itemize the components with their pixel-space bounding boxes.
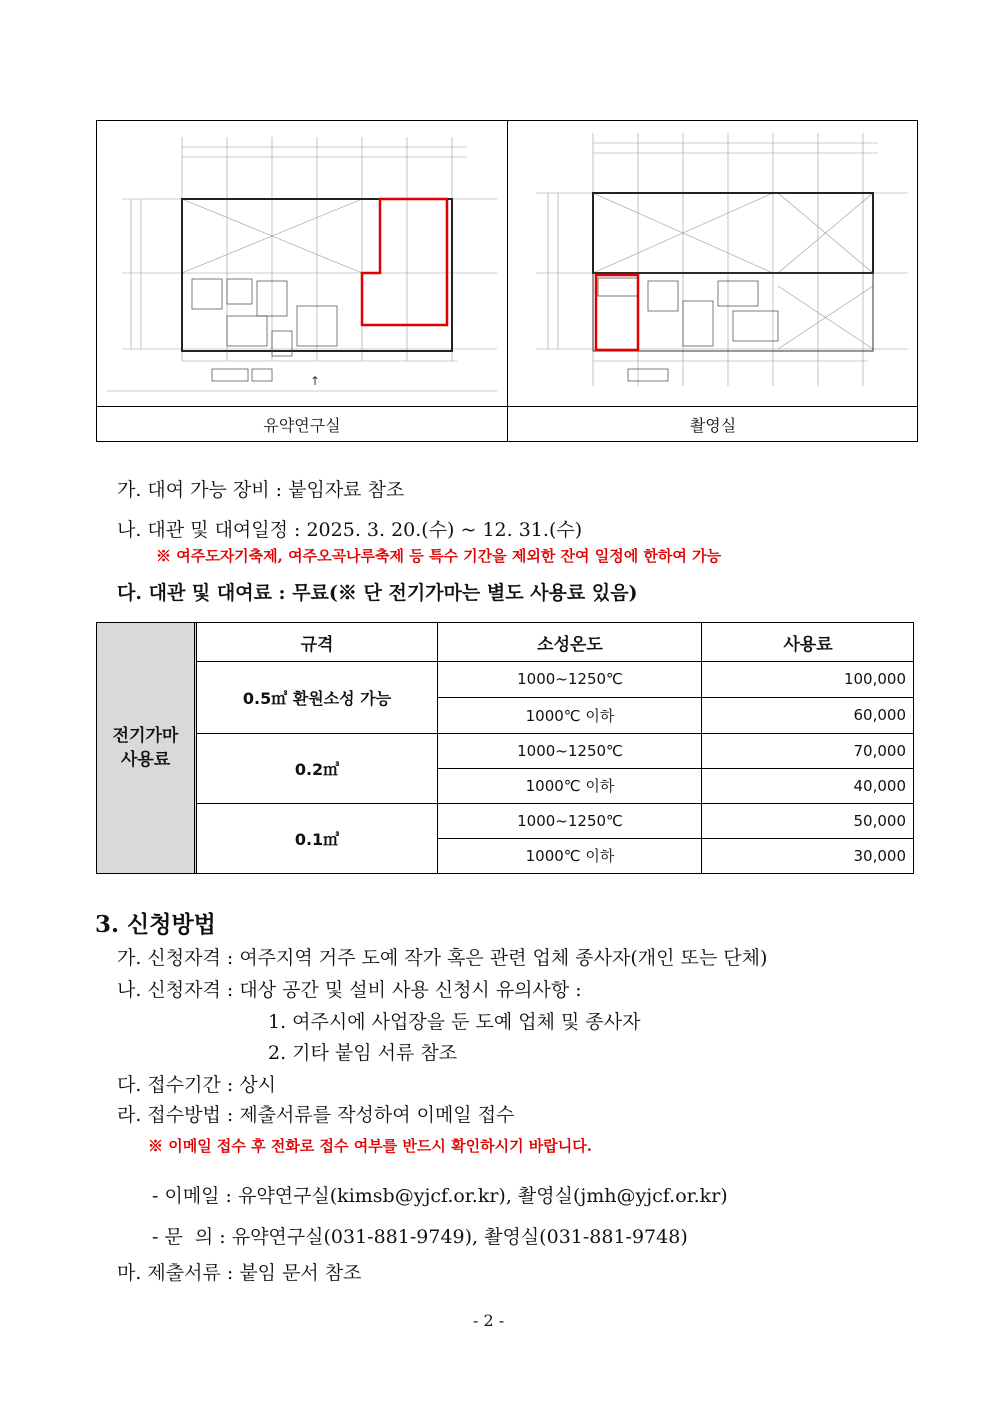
floor-plan-drawing-right [508, 121, 918, 406]
grid-line [701, 623, 702, 873]
fee-cell: 40,000 [853, 776, 906, 795]
grid-line [197, 803, 914, 804]
spec-cell: 0.1㎥ [294, 829, 340, 849]
fee-cell: 50,000 [853, 811, 906, 830]
grid-line [437, 623, 438, 873]
header-temperature: 소성온도 [537, 634, 603, 655]
grid-line [438, 697, 914, 698]
temperature-cell: 1000℃ 이하 [525, 777, 615, 795]
section-3-title: 3. 신청방법 [95, 911, 216, 938]
page-number: - 2 - [473, 1311, 505, 1330]
fee-cell: 70,000 [853, 741, 906, 760]
notes-item-1: 1. 여주시에 사업장을 둔 도예 업체 및 종사자 [268, 1011, 641, 1033]
floor-plan-photo-studio [508, 121, 918, 406]
temperature-cell: 1000℃ 이하 [525, 706, 615, 725]
email-line: - 이메일 : 유약연구실(kimsb@yjcf.or.kr), 촬영실(jmh@yjcf.or.kr) [152, 1185, 728, 1207]
fee-cell: 100,000 [843, 670, 906, 688]
reception-method-line: 라. 접수방법 : 제출서류를 작성하여 이메일 접수 [117, 1104, 515, 1126]
side-label-line-1: 전기가마 [112, 726, 179, 746]
grid-line [438, 838, 914, 839]
grid-line [438, 768, 914, 769]
contact-line: - 문 의 : 유약연구실(031-881-9749), 촬영실(031-881-9748) [152, 1226, 688, 1248]
floor-plan-table [96, 120, 918, 442]
floor-plan-glaze-lab [97, 121, 507, 406]
spec-cell: 0.5㎥ 환원소성 가능 [242, 688, 392, 708]
kiln-fee-side-label [97, 623, 197, 873]
reception-period-line: 다. 접수기간 : 상시 [117, 1074, 277, 1096]
temperature-cell: 1000~1250℃ [517, 670, 623, 688]
temperature-cell: 1000~1250℃ [517, 811, 623, 830]
header-spec: 규격 [300, 634, 334, 655]
caption-glaze-lab: 유약연구실 [97, 406, 507, 442]
kiln-fee-table [96, 622, 914, 874]
documents-line: 마. 제출서류 : 붙임 문서 참조 [117, 1262, 362, 1284]
fee-cell: 30,000 [853, 846, 906, 865]
eligibility-line: 가. 신청자격 : 여주지역 거주 도예 작가 혹은 관련 업체 종사자(개인 또는 단체) [117, 947, 768, 969]
grid-line [197, 733, 914, 734]
caption-photo-studio: 촬영실 [508, 406, 918, 442]
side-label-line-2: 사용료 [120, 750, 171, 770]
temperature-cell: 1000~1250℃ [517, 741, 623, 760]
notes-item-2: 2. 기타 붙임 서류 참조 [268, 1042, 458, 1064]
notes-line: 나. 신청자격 : 대상 공간 및 설비 사용 신청시 유의사항 : [117, 979, 582, 1001]
rental-fee-line: 다. 대관 및 대여료 : 무료(※ 단 전기가마는 별도 사용료 있음) [117, 582, 638, 604]
rental-schedule-line: 나. 대관 및 대여일정 : 2025. 3. 20.(수) ~ 12. 31.(수) [117, 519, 583, 541]
schedule-note: ※ 여주도자기축제, 여주오곡나루축제 등 특수 기간을 제외한 잔여 일정에 한하여 가능 [156, 547, 722, 565]
rental-equipment-line: 가. 대여 가능 장비 : 붙임자료 참조 [117, 479, 405, 501]
header-fee: 사용료 [783, 634, 833, 655]
confirmation-note: ※ 이메일 접수 후 전화로 접수 여부를 반드시 확인하시기 바랍니다. [148, 1137, 592, 1155]
spec-cell: 0.2㎥ [294, 759, 340, 779]
floor-plan-drawing-left [97, 121, 507, 406]
fee-cell: 60,000 [853, 706, 906, 724]
grid-line [197, 661, 914, 662]
temperature-cell: 1000℃ 이하 [525, 847, 615, 865]
svg-text:↑: ↑ [310, 374, 321, 388]
